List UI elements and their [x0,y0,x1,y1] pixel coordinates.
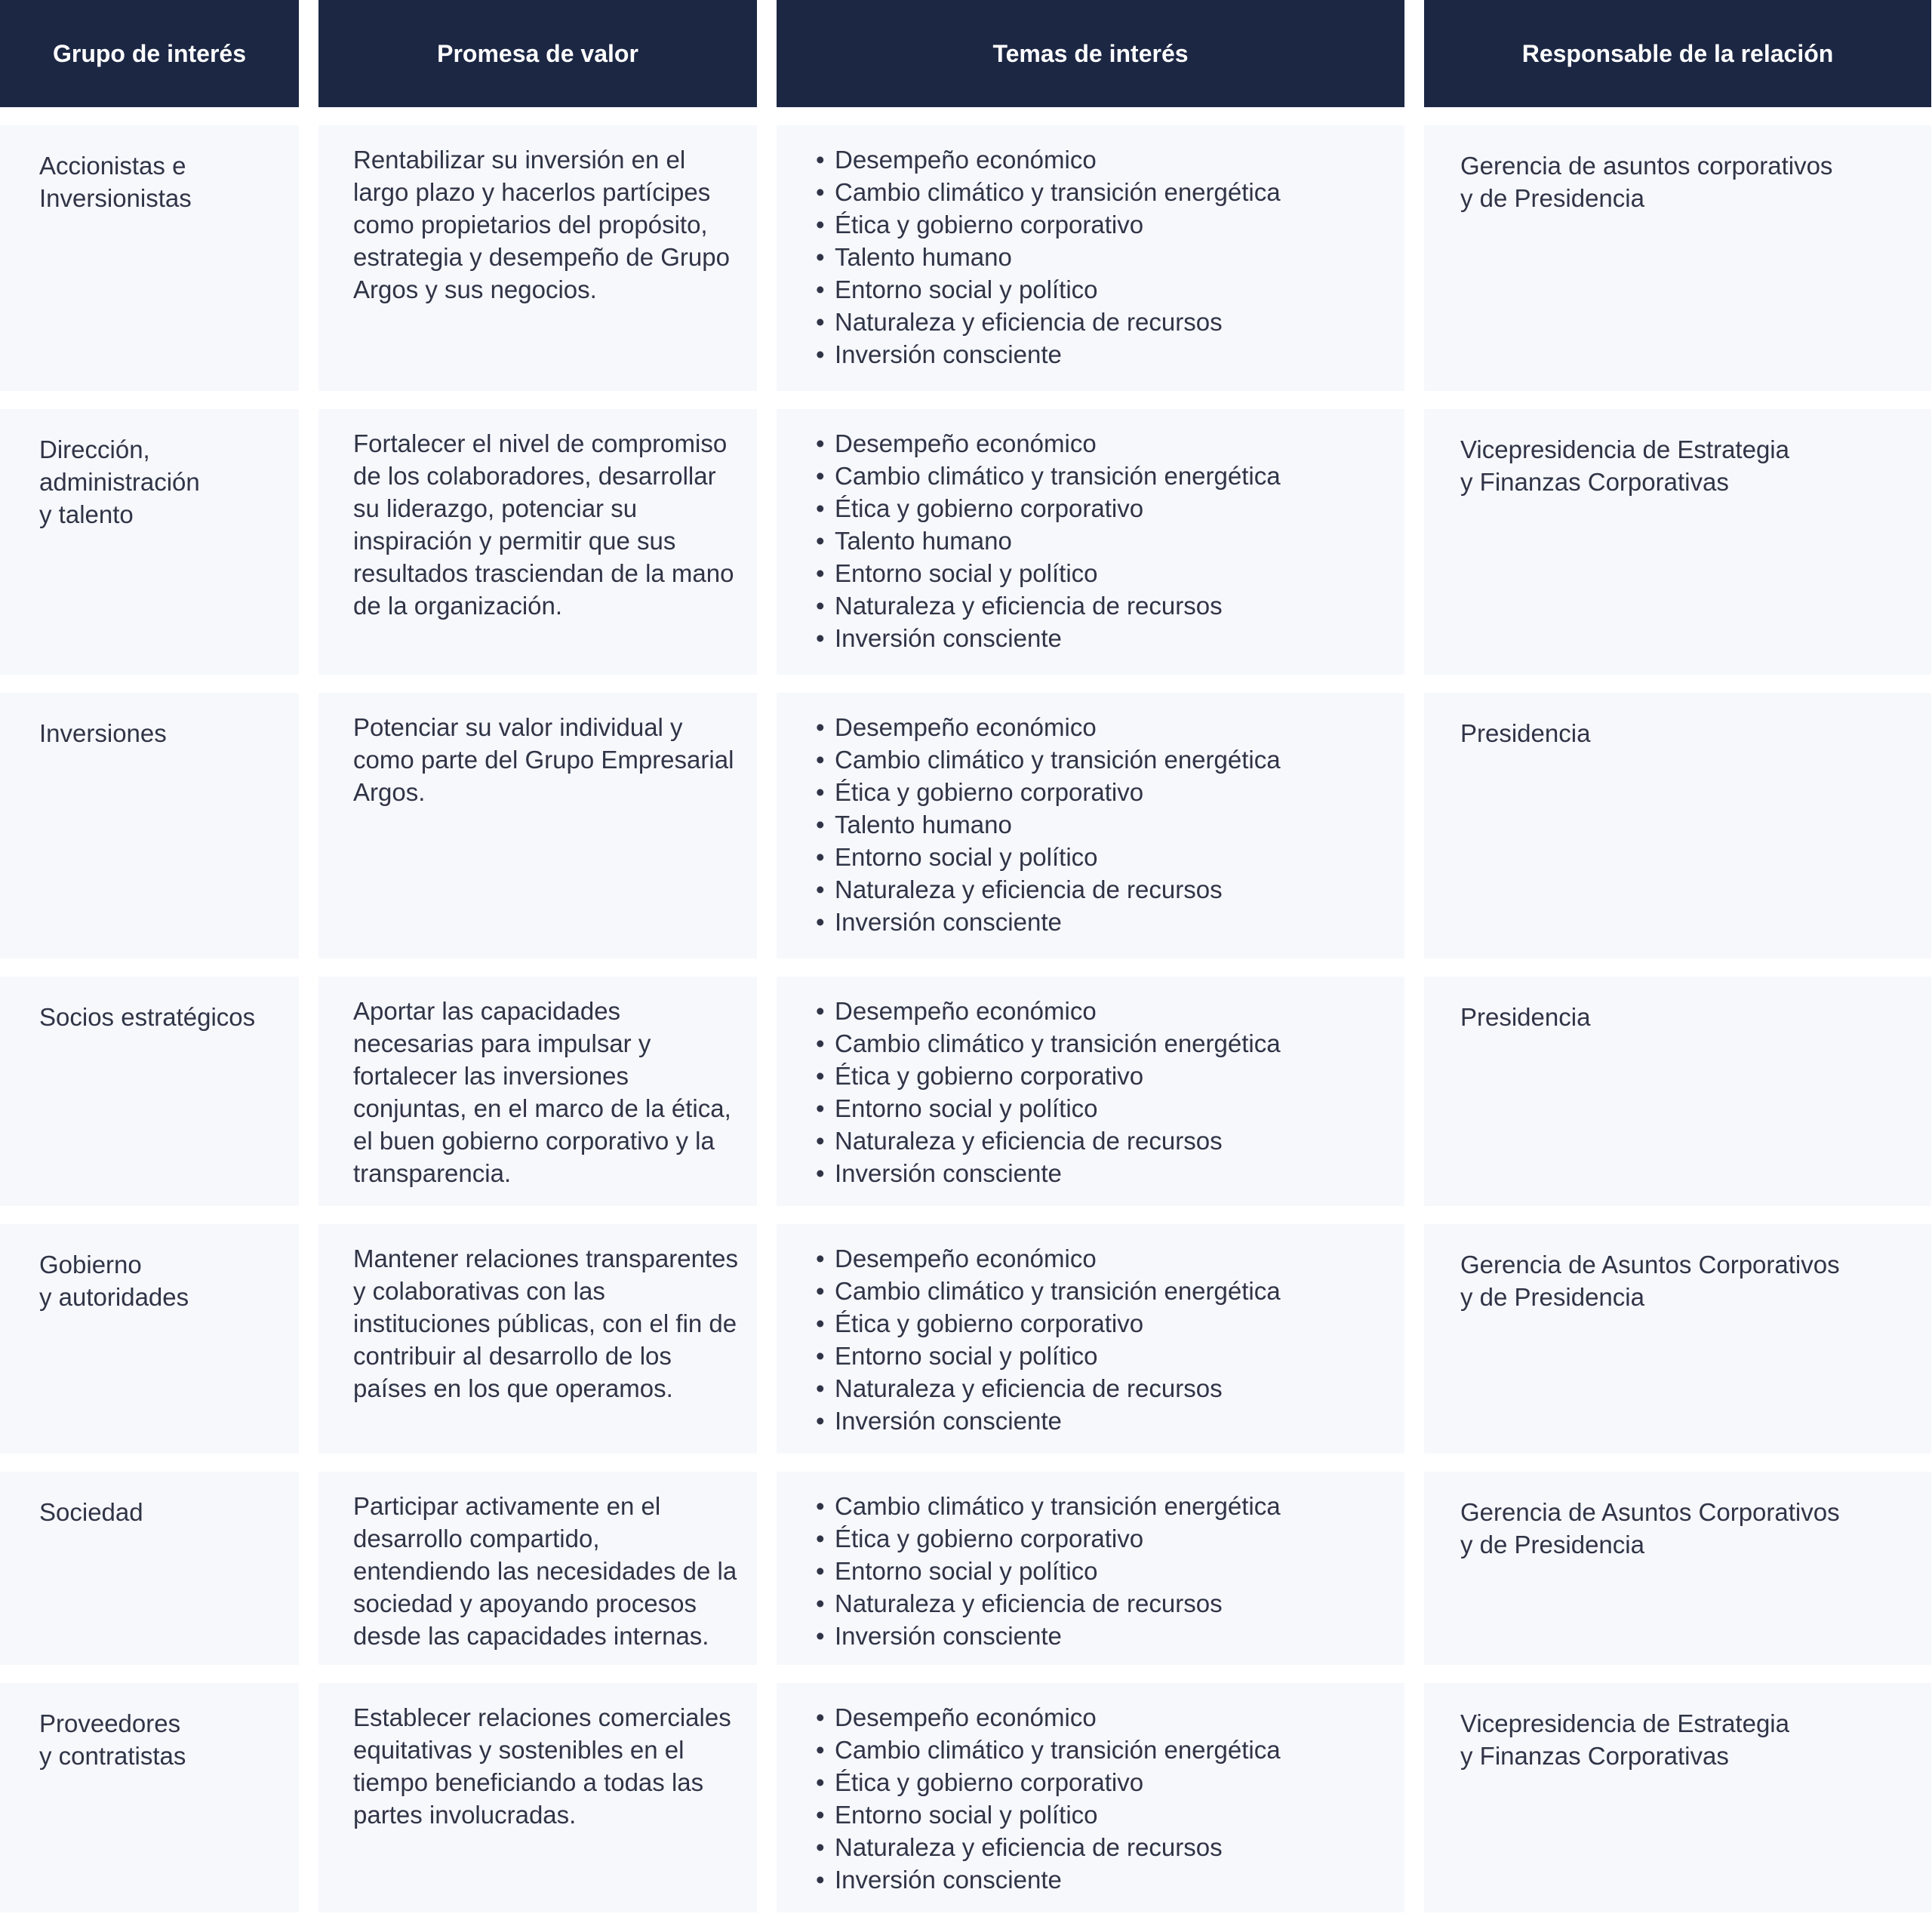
topic-item: • Naturaleza y eficiencia de recursos [816,589,1389,622]
topic-item: • Cambio climático y transición energética [816,743,1389,776]
relationship-owner: Vicepresidencia de Estrategia y Finanzas Corporativas [1424,409,1931,675]
topic-item: • Cambio climático y transición energética [816,176,1389,208]
topic-item: • Inversión consciente [816,338,1389,371]
topic-item: • Cambio climático y transición energética [816,1275,1389,1307]
topics-cell [777,977,1404,1206]
topics-cell [777,125,1404,391]
topic-item: • Inversión consciente [816,906,1389,938]
relationship-owner: Gerencia de Asuntos Corporativos y de Presidencia [1424,1472,1931,1665]
topic-item: • Inversión consciente [816,622,1389,654]
topic-item: • Talento humano [816,241,1389,273]
topic-item: • Ética y gobierno corporativo [816,208,1389,241]
topic-item: • Cambio climático y transición energética [816,460,1389,492]
relationship-owner: Presidencia [1424,977,1931,1206]
topic-item: • Inversión consciente [816,1405,1389,1437]
topic-item: • Entorno social y político [816,1092,1389,1125]
relationship-owner: Gerencia de asuntos corporativos y de Presidencia [1424,125,1931,391]
topic-item: • Naturaleza y eficiencia de recursos [816,306,1389,338]
topic-item: • Desempeño económico [816,427,1389,460]
topic-item: • Desempeño económico [816,711,1389,743]
topics-cell [777,409,1404,675]
topic-item: • Ética y gobierno corporativo [816,1307,1389,1340]
topic-item: • Entorno social y político [816,1798,1389,1831]
topics-cell [777,693,1404,958]
topic-item: • Naturaleza y eficiencia de recursos [816,1831,1389,1863]
stakeholder-group: Dirección, administración y talento [0,409,299,675]
header-group: Grupo de interés [0,0,299,107]
header-responsible: Responsable de la relación [1424,0,1931,107]
value-promise: Mantener relaciones transparentes y colaborativas con las instituciones públicas, con el fin de contribuir al desarrollo de los países en los que operamos. [318,1224,757,1454]
topic-item: • Desempeño económico [816,1701,1389,1734]
stakeholder-group: Proveedores y contratistas [0,1683,299,1912]
topics-list [816,711,1389,938]
stakeholder-group: Gobierno y autoridades [0,1224,299,1454]
topics-list [816,1242,1389,1437]
topic-item: • Ética y gobierno corporativo [816,1060,1389,1092]
header-topics: Temas de interés [777,0,1404,107]
value-promise: Participar activamente en el desarrollo compartido, entendiendo las necesidades de la sociedad y apoyando procesos desde las capacidades internas. [318,1472,757,1665]
topic-item: • Entorno social y político [816,273,1389,306]
topics-cell [777,1472,1404,1665]
relationship-owner: Gerencia de Asuntos Corporativos y de Presidencia [1424,1224,1931,1454]
topic-item: • Desempeño económico [816,1242,1389,1275]
topic-item: • Inversión consciente [816,1157,1389,1189]
topic-item: • Ética y gobierno corporativo [816,776,1389,808]
relationship-owner: Presidencia [1424,693,1931,958]
value-promise: Aportar las capacidades necesarias para impulsar y fortalecer las inversiones conjuntas, en el marco de la ética, el buen gobierno corporativo y la transparencia. [318,977,757,1206]
topic-item: • Entorno social y político [816,1340,1389,1372]
topics-list [816,427,1389,654]
value-promise: Rentabilizar su inversión en el largo plazo y hacerlos partícipes como propietarios del propósito, estrategia y desempeño de Grupo Argos y sus negocios. [318,125,757,391]
relationship-owner: Vicepresidencia de Estrategia y Finanzas Corporativas [1424,1683,1931,1912]
value-promise: Establecer relaciones comerciales equitativas y sostenibles en el tiempo beneficiando a todas las partes involucradas. [318,1683,757,1912]
topic-item: • Ética y gobierno corporativo [816,1766,1389,1798]
topic-item: • Cambio climático y transición energética [816,1490,1389,1522]
topic-item: • Ética y gobierno corporativo [816,492,1389,525]
topics-list [816,995,1389,1189]
header-promise: Promesa de valor [318,0,757,107]
topic-item: • Ética y gobierno corporativo [816,1522,1389,1555]
topic-item: • Cambio climático y transición energética [816,1027,1389,1060]
topic-item: • Talento humano [816,808,1389,841]
stakeholder-group: Inversiones [0,693,299,958]
topic-item: • Cambio climático y transición energética [816,1734,1389,1766]
topics-cell [777,1683,1404,1912]
topic-item: • Entorno social y político [816,841,1389,873]
value-promise: Potenciar su valor individual y como parte del Grupo Empresarial Argos. [318,693,757,958]
topic-item: • Naturaleza y eficiencia de recursos [816,1372,1389,1405]
topic-item: • Naturaleza y eficiencia de recursos [816,1125,1389,1157]
topic-item: • Desempeño económico [816,995,1389,1027]
topic-item: • Entorno social y político [816,1555,1389,1587]
topic-item: • Entorno social y político [816,557,1389,589]
topic-item: • Inversión consciente [816,1863,1389,1896]
stakeholder-group: Accionistas e Inversionistas [0,125,299,391]
topic-item: • Naturaleza y eficiencia de recursos [816,1587,1389,1620]
topic-item: • Naturaleza y eficiencia de recursos [816,873,1389,906]
topic-item: • Inversión consciente [816,1620,1389,1652]
value-promise: Fortalecer el nivel de compromiso de los colaboradores, desarrollar su liderazgo, potenciar su inspiración y permitir que sus resultados trasciendan de la mano de la organización. [318,409,757,675]
stakeholder-group: Socios estratégicos [0,977,299,1206]
topic-item: • Desempeño económico [816,143,1389,176]
stakeholder-group: Sociedad [0,1472,299,1665]
topics-list [816,1490,1389,1652]
topics-cell [777,1224,1404,1454]
topic-item: • Talento humano [816,525,1389,557]
topics-list [816,1701,1389,1896]
topics-list [816,143,1389,371]
